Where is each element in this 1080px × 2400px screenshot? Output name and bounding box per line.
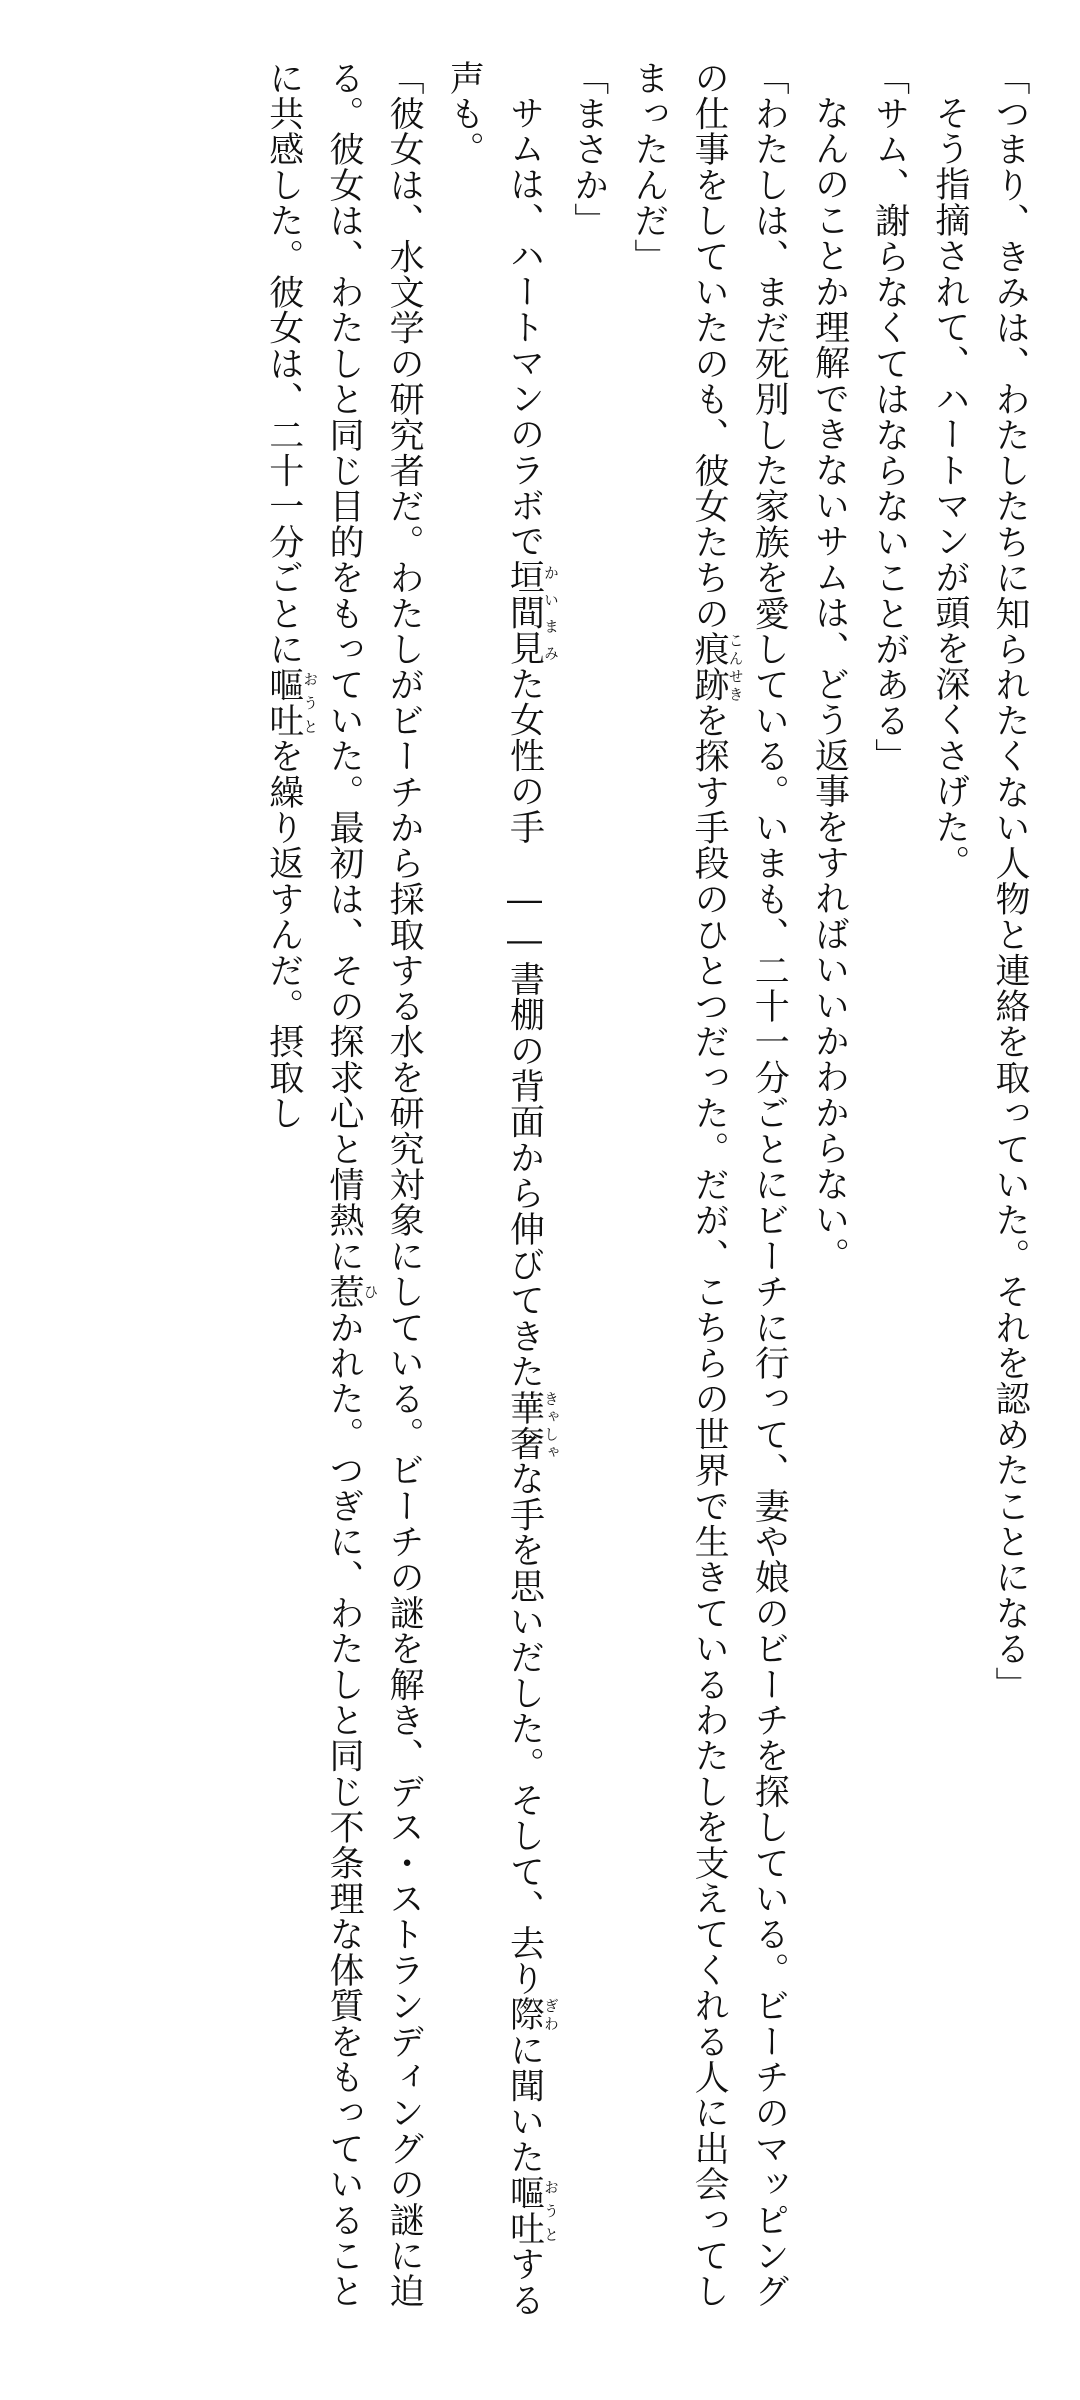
paragraph-2: そう指摘されて、ハートマンが頭を深くさげた。: [929, 95, 970, 881]
vertical-text-body: [40, 60, 1040, 2330]
ruby-痕跡: 痕跡こんせき: [689, 631, 744, 703]
ruby-嘔吐: 嘔吐おうと: [263, 666, 319, 739]
ruby-嘔吐: 嘔吐おうと: [504, 2174, 559, 2247]
em-dash: ――: [504, 879, 545, 962]
paragraph-4: なんのことか理解できないサムは、どう返事をすればいいかわからない。: [809, 95, 850, 1274]
paragraph-7: サムは、ハートマンのラボで垣間見かいまみた女性の手――書棚の背面から伸びてきた華奢きゃしゃな手を思いだした。そして、去り際ぎわに聞いた嘔吐おうとする声も。: [444, 60, 559, 2318]
paragraph-8: 「彼女は、水文学の研究者だ。わたしがビーチから採取する水を研究対象にしている。ビーチの謎を解き、デス・ストランディングの謎に迫る。彼女は、わたしと同じ目的をもっていた。最初は、その探求心と情熱に惹ひかれた。つぎに、わたしと同じ不条理な体質をもっていることに共感した。彼女は、二十一分ごとに嘔吐おうとを繰り返すんだ。摂取し: [263, 60, 425, 2310]
ruby-華奢: 華奢きゃしゃ: [504, 1389, 559, 1461]
paragraph-3: 「サム、謝らなくてはならないことがある」: [869, 60, 910, 774]
ruby-惹: 惹ひ: [323, 1273, 379, 1310]
ruby-垣間見: 垣間見かいまみ: [504, 559, 559, 667]
paragraph-5: 「わたしは、まだ死別した家族を愛している。いまも、二十一分ごとにビーチに行って、妻や娘のビーチを探している。ビーチのマッピングの仕事をしていたのも、彼女たちの痕跡こんせきを探す手段のひとつだった。だが、こちらの世界で生きているわたしを支えてくれる人に出会ってしまったんだ」: [628, 60, 790, 2310]
paragraph-1: 「つまり、きみは、わたしたちに知られたくない人物と連絡を取っていた。それを認めたことになる」: [990, 60, 1030, 1703]
ruby-際: 際ぎわ: [504, 1996, 559, 2033]
paragraph-6: 「まさか」: [568, 60, 609, 239]
